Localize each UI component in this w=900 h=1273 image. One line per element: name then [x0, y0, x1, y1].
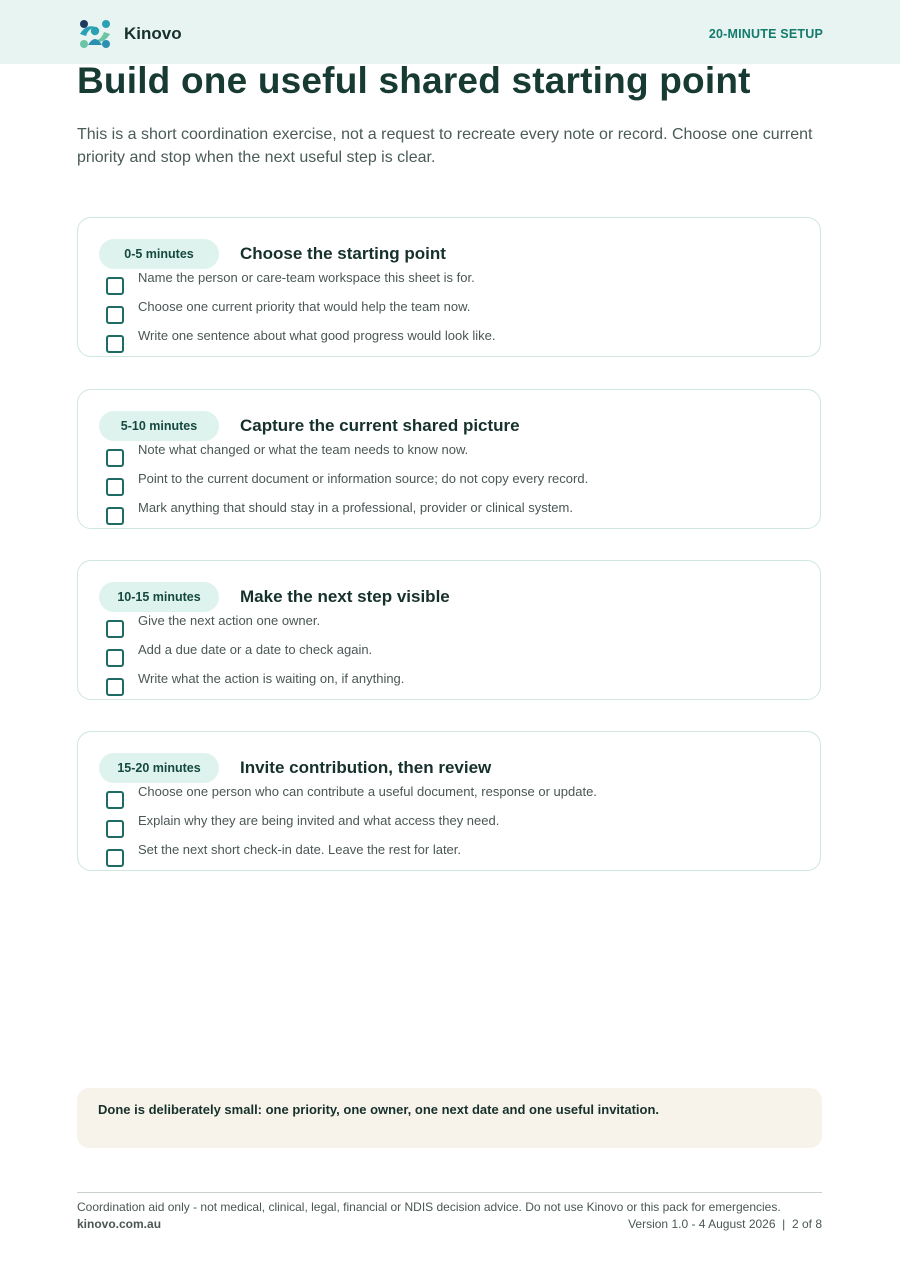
checkbox[interactable] [106, 820, 124, 838]
time-badge: 10-15 minutes [99, 582, 219, 612]
checklist-item[interactable] [106, 471, 806, 491]
checkbox[interactable] [106, 306, 124, 324]
checklist-item[interactable] [106, 299, 806, 319]
time-badge: 0-5 minutes [99, 239, 219, 269]
checkbox[interactable] [106, 791, 124, 809]
checkbox[interactable] [106, 678, 124, 696]
step-card [77, 389, 821, 529]
checklist-item-text: Write what the action is waiting on, if anything. [138, 671, 405, 686]
checklist-item[interactable] [106, 671, 806, 691]
checklist-item[interactable] [106, 500, 806, 520]
step-title: Choose the starting point [240, 244, 446, 263]
checkbox[interactable] [106, 849, 124, 867]
step-card [77, 731, 821, 871]
checklist-item-text: Choose one person who can contribute a useful document, response or update. [138, 784, 597, 799]
checkbox[interactable] [106, 507, 124, 525]
checklist-item[interactable] [106, 813, 806, 833]
checklist-item-text: Mark anything that should stay in a professional, provider or clinical system. [138, 500, 573, 515]
step-card [77, 217, 821, 357]
checklist-item-text: Explain why they are being invited and what access they need. [138, 813, 500, 828]
step-title: Invite contribution, then review [240, 758, 492, 777]
checklist-item[interactable] [106, 784, 806, 804]
callout-text: Done is deliberately small: one priority, one owner, one next date and one useful invitation. [98, 1102, 660, 1117]
checklist-item-text: Set the next short check-in date. Leave the rest for later. [138, 842, 462, 857]
checklist-item[interactable] [106, 642, 806, 662]
checklist-item[interactable] [106, 270, 806, 290]
checkbox[interactable] [106, 277, 124, 295]
time-badge: 5-10 minutes [99, 411, 219, 441]
checklist-item[interactable] [106, 442, 806, 462]
checklist-item-text: Note what changed or what the team needs to know now. [138, 442, 469, 457]
checklist-item-text: Point to the current document or information source; do not copy every record. [138, 471, 589, 486]
intro-paragraph: This is a short coordination exercise, not a request to recreate every note or record. Choose one current priority and stop when the next useful step is clear. [77, 126, 813, 166]
time-badge: 15-20 minutes [99, 753, 219, 783]
checklist-item-text: Give the next action one owner. [138, 613, 321, 628]
footer-version: Version 1.0 - 4 August 2026 | 2 of 8 [628, 1217, 822, 1231]
checkbox[interactable] [106, 335, 124, 353]
section-tag: 20-MINUTE SETUP [708, 27, 823, 41]
footer-site-link[interactable]: kinovo.com.au [77, 1217, 162, 1231]
checklist-item-text: Name the person or care-team workspace this sheet is for. [138, 270, 475, 285]
footer-disclaimer: Coordination aid only - not medical, clinical, legal, financial or NDIS decision advice. Do not use Kinovo or this pack for emergencies. [77, 1200, 781, 1214]
kinovo-logo-icon [76, 16, 114, 52]
checkbox[interactable] [106, 620, 124, 638]
checkbox[interactable] [106, 449, 124, 467]
checklist-item-text: Add a due date or a date to check again. [138, 642, 373, 657]
footer-divider [77, 1192, 822, 1193]
checkbox[interactable] [106, 478, 124, 496]
checklist-item[interactable] [106, 328, 806, 348]
step-title: Capture the current shared picture [240, 416, 520, 435]
header-band [0, 0, 900, 64]
checklist-item-text: Write one sentence about what good progress would look like. [138, 328, 496, 343]
checkbox[interactable] [106, 649, 124, 667]
step-title: Make the next step visible [240, 587, 450, 606]
step-card [77, 560, 821, 700]
page-title: Build one useful shared starting point [77, 60, 751, 101]
done-callout [77, 1088, 822, 1148]
checklist-item[interactable] [106, 842, 806, 862]
checklist-item[interactable] [106, 613, 806, 633]
checklist-item-text: Choose one current priority that would help the team now. [138, 299, 471, 314]
brand-name: Kinovo [124, 24, 182, 43]
